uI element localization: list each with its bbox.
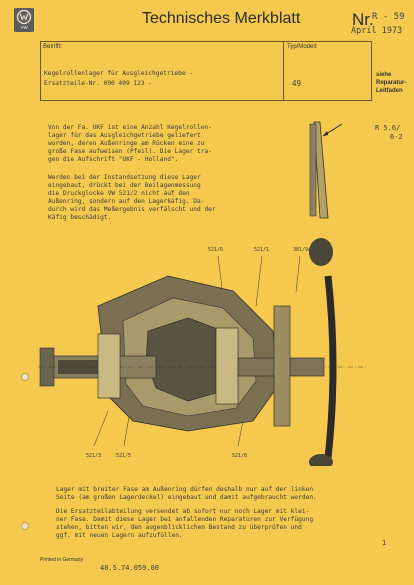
text-line: ner Fase. Damit diese Lager bei anfallenden Reparaturen zur Verfügung bbox=[56, 516, 314, 523]
text-line: Lager mit breiter Fase am Außenring dürfen deshalb nur auf der linken bbox=[56, 486, 314, 493]
text-line: durch wird das Meßergebnis verfälscht und der bbox=[48, 206, 216, 213]
text-line: stehen, bitten wir, den augenblicklichen Bestand zu überprüfen und bbox=[56, 524, 302, 531]
text-line: ggf. mit neuen Lagern aufzufüllen. bbox=[56, 532, 183, 539]
text-line: Werden bei der Instandsetzung diese Lager bbox=[48, 174, 201, 181]
subject-line-2: Ersatzteile-Nr. 000 409 123 - bbox=[44, 80, 153, 87]
text-line: Käfig beschädigt. bbox=[48, 214, 112, 221]
side-note-3: Leitfaden bbox=[376, 88, 403, 94]
nr-label: Nr. bbox=[352, 10, 374, 29]
form-mid-rule bbox=[283, 41, 284, 101]
technical-drawing bbox=[38, 236, 378, 466]
doc-number: 48.5.74.059.00 bbox=[100, 564, 160, 572]
paragraph-1 bbox=[48, 124, 212, 164]
side-note-2: Reparatur- bbox=[376, 80, 407, 86]
form-bottom-rule bbox=[40, 100, 372, 101]
text-line: Von der Fa. UKF ist eine Anzahl Kegelrollen- bbox=[48, 124, 212, 131]
typ-value: 49 bbox=[292, 79, 302, 88]
side-note-1: siehe bbox=[376, 72, 392, 78]
drawing-label-1: 521/6 bbox=[208, 247, 224, 253]
punch-hole-top bbox=[21, 373, 29, 381]
text-line: große Fase aufweisen (Pfeil). Die Lager tra- bbox=[48, 148, 212, 155]
form-left-rule bbox=[40, 41, 41, 101]
bearing-sketch bbox=[306, 118, 346, 223]
paragraph-3 bbox=[56, 486, 317, 502]
ref-line-1: R 5.6/ bbox=[375, 124, 401, 132]
form-top-rule bbox=[40, 41, 372, 42]
drawing-label-3: 381/9a bbox=[293, 247, 312, 253]
form-right-rule bbox=[371, 41, 372, 101]
drawing-label-6: 521/8 bbox=[232, 453, 248, 459]
paragraph-4 bbox=[56, 508, 313, 540]
date: April 1973 bbox=[351, 26, 403, 36]
ref-line-2: 6-2 bbox=[390, 133, 403, 141]
punch-hole-bottom bbox=[21, 522, 29, 530]
betrifft-label: Betrifft: bbox=[43, 44, 62, 50]
nr-value: R - 59 bbox=[372, 12, 405, 22]
text-line: die Druckglocke VW 521/2 nicht auf den bbox=[48, 190, 190, 197]
text-line: lager für das Ausgleichgetriebe geliefert bbox=[48, 132, 201, 139]
vw-logo-icon bbox=[14, 9, 34, 25]
text-line: Die Ersatzteilabteilung versendet ab sofort nur noch Lager mit klei- bbox=[56, 508, 310, 515]
typ-label: Typ/Modell: bbox=[287, 44, 318, 50]
text-line: worden, deren Außenringe am Rücken eine zu bbox=[48, 140, 205, 147]
vw-logo bbox=[14, 8, 34, 32]
text-line: Außenring, sondern auf den Lagerkäfig. Da- bbox=[48, 198, 205, 205]
text-line: gen die Aufschrift "UKF - Holland". bbox=[48, 156, 179, 163]
page-title: Technisches Merkblatt bbox=[142, 10, 301, 27]
text-line: eingebaut, drückt bei der Beilagenmessung bbox=[48, 182, 201, 189]
page-number: 1 bbox=[382, 539, 387, 547]
paragraph-2 bbox=[48, 174, 216, 222]
text-line: Seite (am großen Lagerdeckel) eingebaut und damit aufgebraucht werden. bbox=[56, 494, 317, 501]
logo-text: VW bbox=[20, 25, 28, 30]
subject-line-1: Kegelrollenlager für Ausgleichgetriebe - bbox=[44, 70, 194, 77]
drawing-label-2: 521/1 bbox=[254, 247, 270, 253]
drawing-label-5: 521/5 bbox=[116, 453, 132, 459]
printed-in: Printed in Germany bbox=[40, 557, 84, 563]
drawing-label-4: 521/3 bbox=[86, 453, 102, 459]
